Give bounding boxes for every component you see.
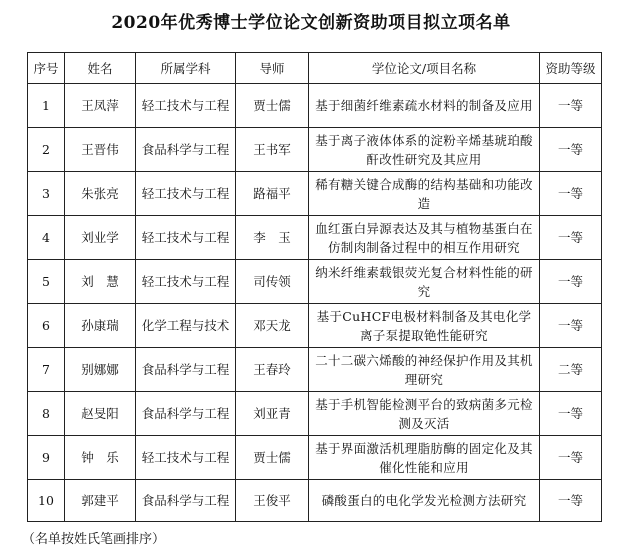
row-discipline: 食品科学与工程 bbox=[136, 128, 236, 172]
row-name: 别娜娜 bbox=[65, 348, 136, 392]
row-thesis: 基于离子液体体系的淀粉辛烯基琥珀酸酐改性研究及其应用 bbox=[309, 128, 540, 172]
row-level: 一等 bbox=[540, 84, 602, 128]
row-discipline: 食品科学与工程 bbox=[136, 480, 236, 522]
row-advisor: 贾士儒 bbox=[236, 84, 309, 128]
row-name: 钟 乐 bbox=[65, 436, 136, 480]
row-name: 孙康瑞 bbox=[65, 304, 136, 348]
project-list-table bbox=[27, 52, 602, 522]
row-name: 朱张亮 bbox=[65, 172, 136, 216]
row-advisor: 贾士儒 bbox=[236, 436, 309, 480]
table-row bbox=[28, 172, 602, 216]
row-thesis: 纳米纤维素载银荧光复合材料性能的研究 bbox=[309, 260, 540, 304]
row-discipline: 轻工技术与工程 bbox=[136, 84, 236, 128]
row-no: 10 bbox=[28, 480, 65, 522]
row-advisor: 邓天龙 bbox=[236, 304, 309, 348]
row-thesis: 基于CuHCF电极材料制备及其电化学离子泵提取铯性能研究 bbox=[309, 304, 540, 348]
row-level: 一等 bbox=[540, 480, 602, 522]
table-row bbox=[28, 216, 602, 260]
row-thesis: 稀有糖关键合成酶的结构基础和功能改造 bbox=[309, 172, 540, 216]
sort-order-note: （名单按姓氏笔画排序） bbox=[22, 532, 166, 547]
row-name: 郭建平 bbox=[65, 480, 136, 522]
row-level: 一等 bbox=[540, 304, 602, 348]
row-advisor: 王书军 bbox=[236, 128, 309, 172]
page-title: 2020年优秀博士学位论文创新资助项目拟立项名单 bbox=[111, 13, 511, 33]
row-level: 一等 bbox=[540, 128, 602, 172]
row-discipline: 轻工技术与工程 bbox=[136, 436, 236, 480]
row-thesis: 基于手机智能检测平台的致病菌多元检测及灭活 bbox=[309, 392, 540, 436]
header-name: 姓名 bbox=[65, 53, 136, 84]
row-name: 刘 慧 bbox=[65, 260, 136, 304]
row-name: 王晋伟 bbox=[65, 128, 136, 172]
table-row bbox=[28, 348, 602, 392]
row-level: 一等 bbox=[540, 392, 602, 436]
row-no: 2 bbox=[28, 128, 65, 172]
table-header-row bbox=[28, 53, 602, 84]
row-thesis: 血红蛋白异源表达及其与植物基蛋白在仿制肉制备过程中的相互作用研究 bbox=[309, 216, 540, 260]
row-discipline: 食品科学与工程 bbox=[136, 392, 236, 436]
row-name: 赵旻阳 bbox=[65, 392, 136, 436]
header-discipline: 所属学科 bbox=[136, 53, 236, 84]
row-level: 一等 bbox=[540, 172, 602, 216]
row-no: 8 bbox=[28, 392, 65, 436]
header-thesis: 学位论文/项目名称 bbox=[309, 53, 540, 84]
row-no: 6 bbox=[28, 304, 65, 348]
table-row bbox=[28, 304, 602, 348]
table-row bbox=[28, 260, 602, 304]
row-thesis: 基于界面激活机理脂肪酶的固定化及其催化性能和应用 bbox=[309, 436, 540, 480]
row-discipline: 化学工程与技术 bbox=[136, 304, 236, 348]
table-row bbox=[28, 436, 602, 480]
row-advisor: 王春玲 bbox=[236, 348, 309, 392]
row-discipline: 轻工技术与工程 bbox=[136, 172, 236, 216]
row-level: 二等 bbox=[540, 348, 602, 392]
table-row bbox=[28, 84, 602, 128]
header-level: 资助等级 bbox=[540, 53, 602, 84]
row-no: 4 bbox=[28, 216, 65, 260]
row-no: 3 bbox=[28, 172, 65, 216]
row-thesis: 二十二碳六烯酸的神经保护作用及其机理研究 bbox=[309, 348, 540, 392]
row-level: 一等 bbox=[540, 216, 602, 260]
row-name: 王凤萍 bbox=[65, 84, 136, 128]
row-thesis: 基于细菌纤维素疏水材料的制备及应用 bbox=[309, 84, 540, 128]
header-no: 序号 bbox=[28, 53, 65, 84]
table-row bbox=[28, 480, 602, 522]
row-advisor: 刘亚青 bbox=[236, 392, 309, 436]
row-no: 9 bbox=[28, 436, 65, 480]
row-discipline: 轻工技术与工程 bbox=[136, 260, 236, 304]
table-row bbox=[28, 392, 602, 436]
row-advisor: 王俊平 bbox=[236, 480, 309, 522]
row-no: 5 bbox=[28, 260, 65, 304]
row-no: 1 bbox=[28, 84, 65, 128]
row-discipline: 轻工技术与工程 bbox=[136, 216, 236, 260]
row-name: 刘业学 bbox=[65, 216, 136, 260]
row-level: 一等 bbox=[540, 436, 602, 480]
header-advisor: 导师 bbox=[236, 53, 309, 84]
row-advisor: 路福平 bbox=[236, 172, 309, 216]
row-discipline: 食品科学与工程 bbox=[136, 348, 236, 392]
row-advisor: 李 玉 bbox=[236, 216, 309, 260]
row-advisor: 司传领 bbox=[236, 260, 309, 304]
row-thesis: 磷酸蛋白的电化学发光检测方法研究 bbox=[309, 480, 540, 522]
row-no: 7 bbox=[28, 348, 65, 392]
row-level: 一等 bbox=[540, 260, 602, 304]
table-row bbox=[28, 128, 602, 172]
